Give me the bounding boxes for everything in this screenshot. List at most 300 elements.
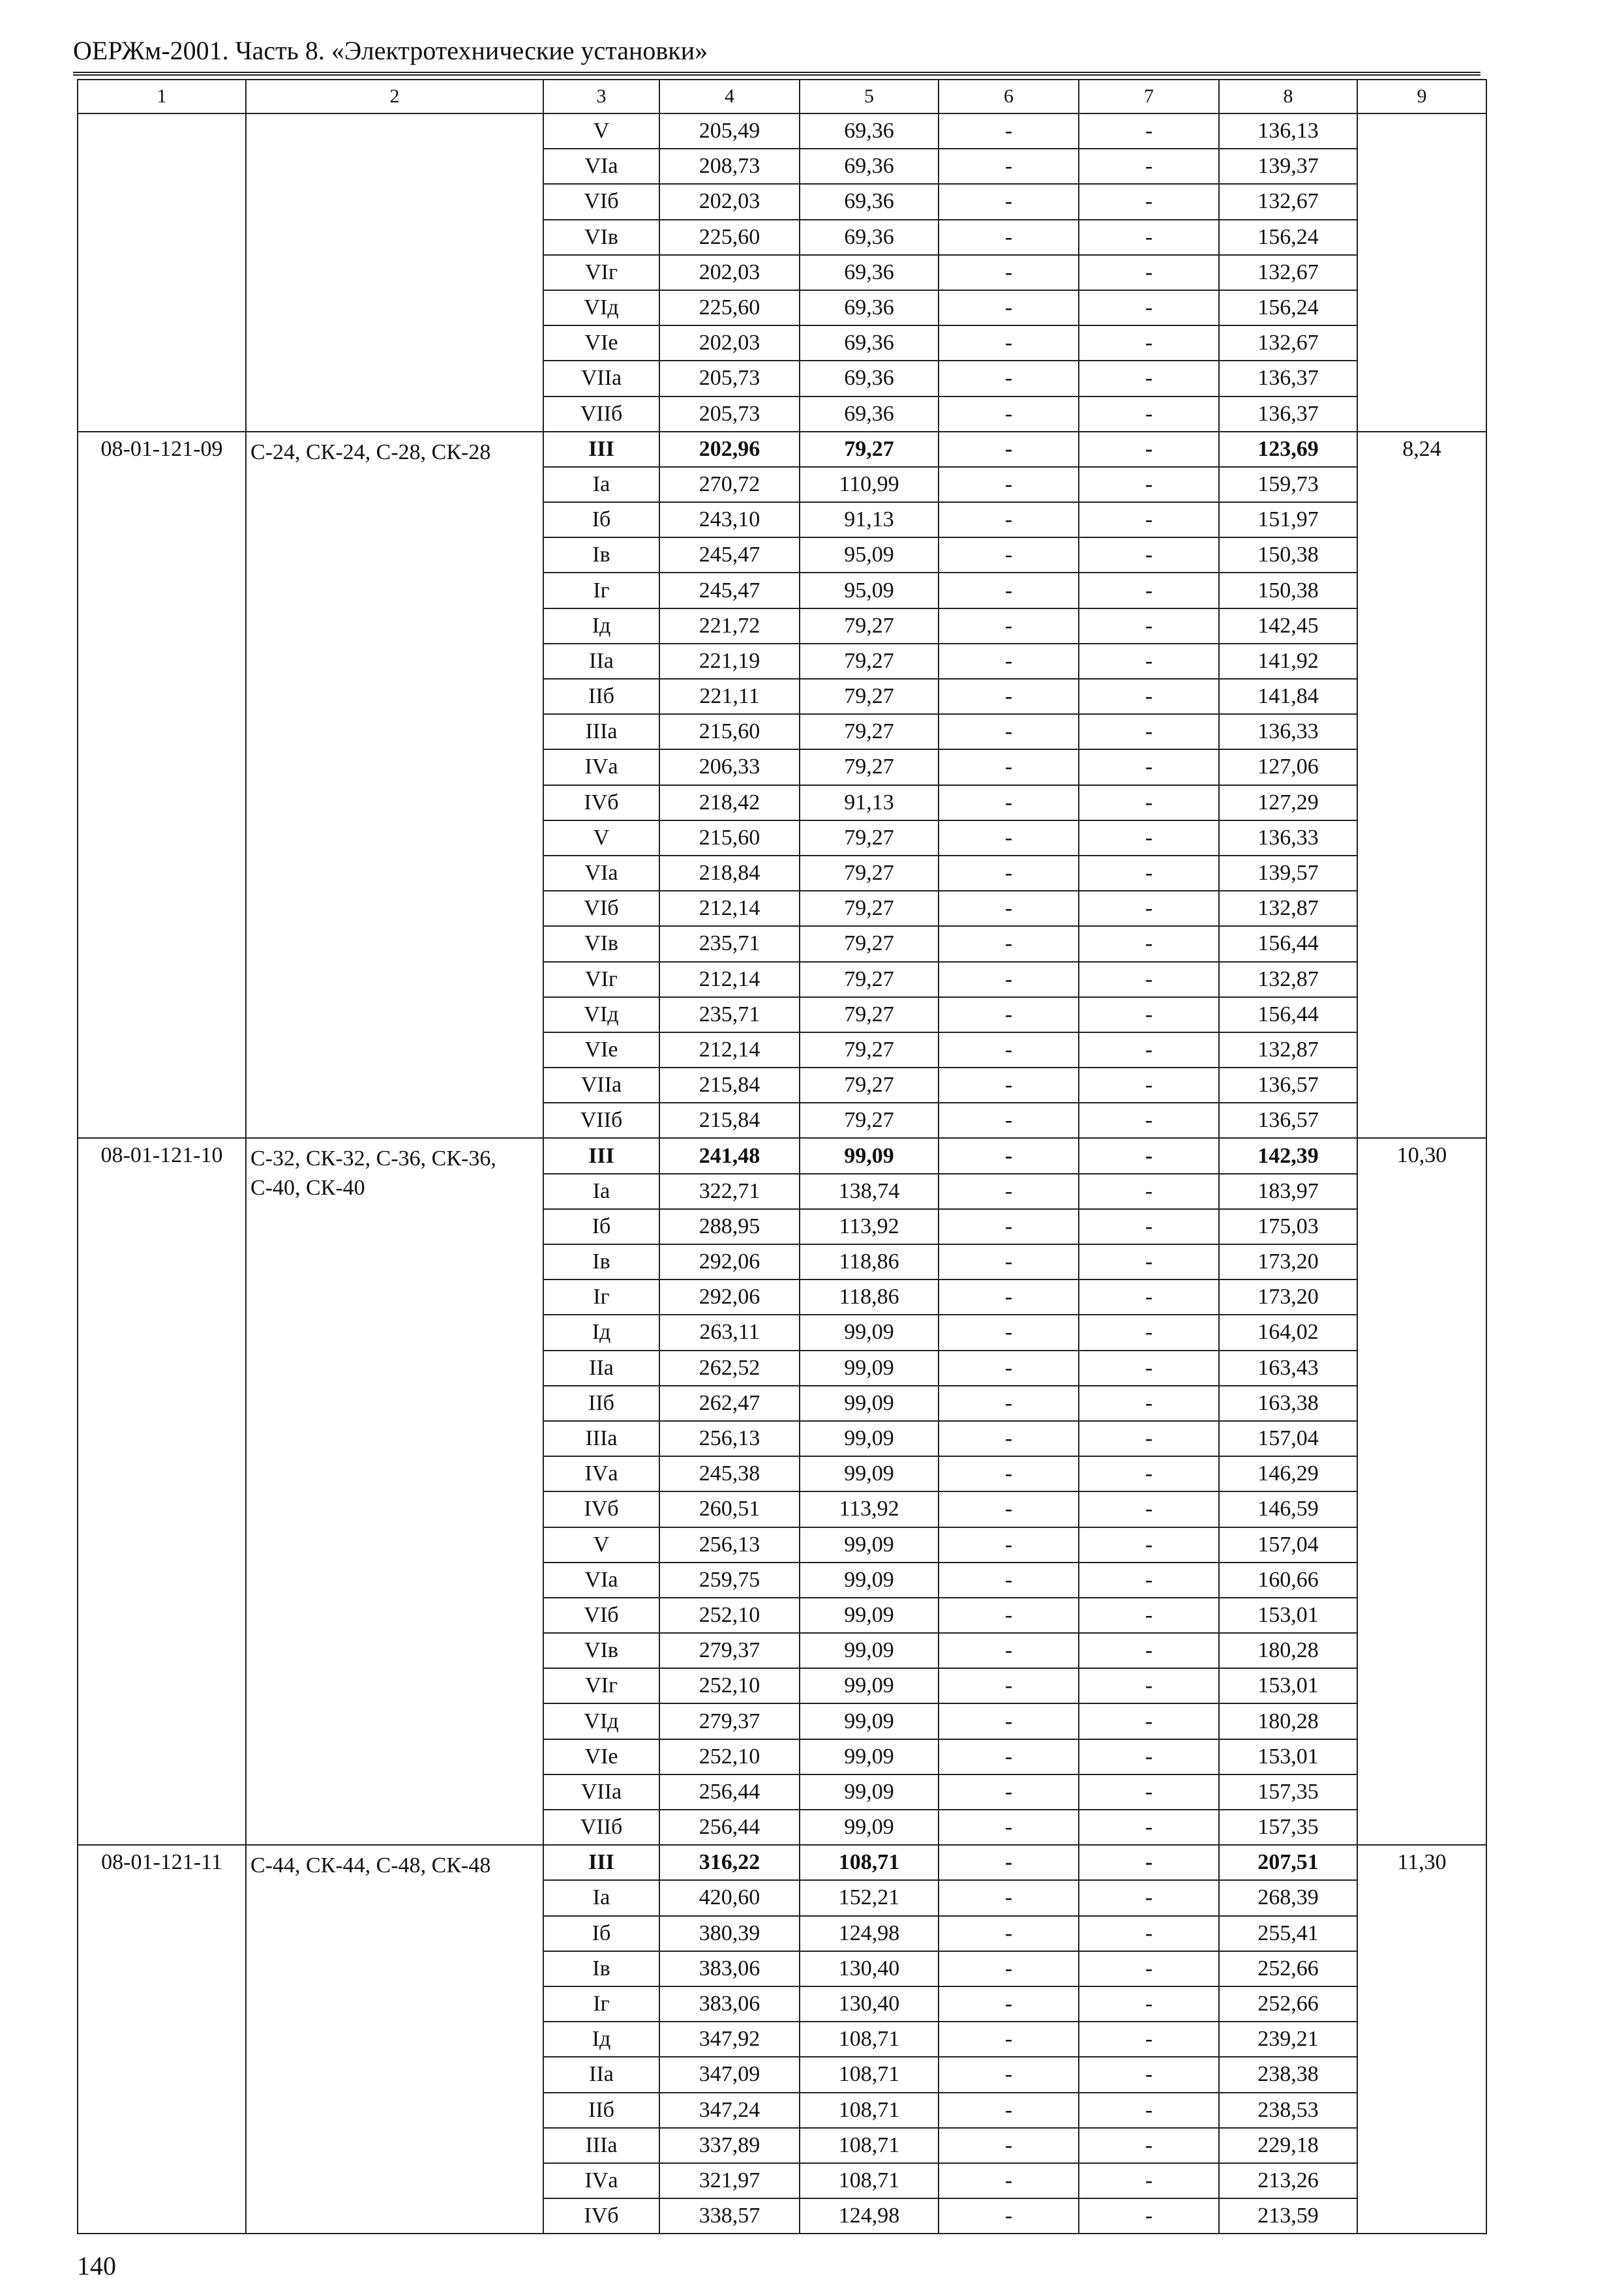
machine-cell: - — [939, 184, 1079, 219]
cost-cell: 292,06 — [659, 1244, 800, 1279]
machine-cell: - — [939, 1456, 1079, 1491]
mark-cell: Iд — [543, 1315, 659, 1350]
column-header: 4 — [659, 80, 800, 113]
table-body — [78, 80, 1486, 2234]
cost-cell: 347,24 — [659, 2093, 800, 2128]
wage-cell: 108,71 — [800, 2022, 939, 2057]
materials-cell: 213,26 — [1219, 2163, 1357, 2198]
machine-cell: - — [939, 1386, 1079, 1421]
mark-cell: IIIа — [543, 2128, 659, 2163]
table-row-group-start — [78, 113, 1486, 149]
cost-cell: 241,48 — [659, 1138, 800, 1173]
machine-wage-cell: - — [1079, 1386, 1219, 1421]
wage-cell: 79,27 — [800, 997, 939, 1032]
col9-cell: 10,30 — [1357, 1138, 1486, 1845]
machine-wage-cell: - — [1079, 1880, 1219, 1915]
materials-cell: 142,39 — [1219, 1138, 1357, 1173]
wage-cell: 69,36 — [800, 149, 939, 184]
machine-wage-cell: - — [1079, 1103, 1219, 1138]
machine-cell: - — [939, 856, 1079, 891]
materials-cell: 159,73 — [1219, 467, 1357, 502]
materials-cell: 136,33 — [1219, 714, 1357, 749]
column-header: 8 — [1219, 80, 1357, 113]
machine-cell: - — [939, 113, 1079, 149]
machine-cell: - — [939, 1774, 1079, 1810]
materials-cell: 164,02 — [1219, 1315, 1357, 1350]
materials-cell: 132,67 — [1219, 184, 1357, 219]
mark-cell: Iг — [543, 1279, 659, 1315]
materials-cell: 268,39 — [1219, 1880, 1357, 1915]
cost-cell: 347,92 — [659, 2022, 800, 2057]
machine-wage-cell: - — [1079, 856, 1219, 891]
machine-cell: - — [939, 1951, 1079, 1986]
materials-cell: 163,43 — [1219, 1351, 1357, 1386]
cost-cell: 380,39 — [659, 1916, 800, 1951]
wage-cell: 108,71 — [800, 2093, 939, 2128]
wage-cell: 152,21 — [800, 1880, 939, 1915]
col9-cell: 8,24 — [1357, 432, 1486, 1139]
mark-cell: VIIб — [543, 1810, 659, 1845]
mark-cell: VIв — [543, 926, 659, 961]
table-row-group-start — [78, 432, 1486, 467]
materials-cell: 160,66 — [1219, 1563, 1357, 1598]
machine-wage-cell: - — [1079, 1845, 1219, 1880]
machine-cell: - — [939, 2198, 1079, 2234]
cost-cell: 208,73 — [659, 149, 800, 184]
mark-cell: VIIа — [543, 361, 659, 396]
mark-cell: IIа — [543, 1351, 659, 1386]
mark-cell: IVа — [543, 749, 659, 785]
machine-cell: - — [939, 573, 1079, 608]
machine-wage-cell: - — [1079, 785, 1219, 820]
mark-cell: IVб — [543, 1491, 659, 1527]
machine-cell: - — [939, 1491, 1079, 1527]
materials-cell: 163,38 — [1219, 1386, 1357, 1421]
equipment-name-cell: С-32, СК-32, С-36, СК-36, С-40, СК-40 — [246, 1138, 543, 1845]
machine-wage-cell: - — [1079, 1068, 1219, 1103]
cost-cell: 225,60 — [659, 220, 800, 255]
cost-cell: 212,14 — [659, 1032, 800, 1068]
column-header: 2 — [246, 80, 543, 113]
machine-wage-cell: - — [1079, 220, 1219, 255]
mark-cell: VIIб — [543, 396, 659, 432]
cost-cell: 260,51 — [659, 1491, 800, 1527]
materials-cell: 127,06 — [1219, 749, 1357, 785]
machine-cell: - — [939, 1633, 1079, 1668]
machine-cell: - — [939, 467, 1079, 502]
mark-cell: VIIа — [543, 1068, 659, 1103]
wage-cell: 99,09 — [800, 1456, 939, 1491]
mark-cell: Iв — [543, 1951, 659, 1986]
machine-cell: - — [939, 714, 1079, 749]
machine-wage-cell: - — [1079, 1986, 1219, 2022]
materials-cell: 142,45 — [1219, 608, 1357, 644]
column-header: 3 — [543, 80, 659, 113]
cost-cell: 245,47 — [659, 573, 800, 608]
machine-cell: - — [939, 1563, 1079, 1598]
machine-cell: - — [939, 1174, 1079, 1209]
machine-wage-cell: - — [1079, 1703, 1219, 1739]
materials-cell: 136,57 — [1219, 1103, 1357, 1138]
mark-cell: IIа — [543, 644, 659, 679]
cost-cell: 215,84 — [659, 1068, 800, 1103]
wage-cell: 99,09 — [800, 1598, 939, 1633]
wage-cell: 110,99 — [800, 467, 939, 502]
cost-cell: 252,10 — [659, 1739, 800, 1774]
materials-cell: 153,01 — [1219, 1739, 1357, 1774]
materials-cell: 157,35 — [1219, 1810, 1357, 1845]
machine-wage-cell: - — [1079, 1527, 1219, 1563]
mark-cell: VIб — [543, 184, 659, 219]
materials-cell: 180,28 — [1219, 1703, 1357, 1739]
machine-cell: - — [939, 502, 1079, 537]
machine-wage-cell: - — [1079, 820, 1219, 856]
mark-cell: Iд — [543, 2022, 659, 2057]
cost-cell: 243,10 — [659, 502, 800, 537]
materials-cell: 156,24 — [1219, 290, 1357, 325]
machine-wage-cell: - — [1079, 1491, 1219, 1527]
column-header: 5 — [800, 80, 939, 113]
wage-cell: 79,27 — [800, 714, 939, 749]
mark-cell: VIв — [543, 220, 659, 255]
cost-cell: 252,10 — [659, 1668, 800, 1703]
materials-cell: 156,24 — [1219, 220, 1357, 255]
cost-cell: 221,11 — [659, 679, 800, 714]
materials-cell: 173,20 — [1219, 1244, 1357, 1279]
machine-cell: - — [939, 1810, 1079, 1845]
mark-cell: Iб — [543, 1916, 659, 1951]
wage-cell: 99,09 — [800, 1527, 939, 1563]
machine-cell: - — [939, 1315, 1079, 1350]
materials-cell: 146,29 — [1219, 1456, 1357, 1491]
cost-cell: 263,11 — [659, 1315, 800, 1350]
mark-cell: VIа — [543, 1563, 659, 1598]
price-table — [77, 79, 1487, 2234]
cost-cell: 221,19 — [659, 644, 800, 679]
cost-cell: 279,37 — [659, 1633, 800, 1668]
wage-cell: 95,09 — [800, 573, 939, 608]
materials-cell: 255,41 — [1219, 1916, 1357, 1951]
machine-wage-cell: - — [1079, 255, 1219, 290]
cost-cell: 235,71 — [659, 997, 800, 1032]
code-cell: 08-01-121-09 — [78, 432, 246, 1139]
cost-cell: 218,84 — [659, 856, 800, 891]
machine-wage-cell: - — [1079, 2093, 1219, 2128]
wage-cell: 69,36 — [800, 220, 939, 255]
machine-cell: - — [939, 1209, 1079, 1244]
cost-cell: 262,47 — [659, 1386, 800, 1421]
materials-cell: 127,29 — [1219, 785, 1357, 820]
machine-cell: - — [939, 1138, 1079, 1173]
machine-wage-cell: - — [1079, 1810, 1219, 1845]
wage-cell: 79,27 — [800, 926, 939, 961]
machine-cell: - — [939, 2128, 1079, 2163]
machine-wage-cell: - — [1079, 962, 1219, 997]
materials-cell: 183,97 — [1219, 1174, 1357, 1209]
materials-cell: 156,44 — [1219, 926, 1357, 961]
cost-cell: 288,95 — [659, 1209, 800, 1244]
machine-wage-cell: - — [1079, 502, 1219, 537]
machine-wage-cell: - — [1079, 997, 1219, 1032]
cost-cell: 245,47 — [659, 537, 800, 573]
mark-cell: Iа — [543, 467, 659, 502]
machine-cell: - — [939, 749, 1079, 785]
machine-wage-cell: - — [1079, 679, 1219, 714]
equipment-name-cell — [246, 113, 543, 432]
cost-cell: 256,13 — [659, 1527, 800, 1563]
cost-cell: 321,97 — [659, 2163, 800, 2198]
machine-wage-cell: - — [1079, 290, 1219, 325]
wage-cell: 91,13 — [800, 785, 939, 820]
page-number: 140 — [77, 2251, 116, 2281]
machine-wage-cell: - — [1079, 1279, 1219, 1315]
materials-cell: 136,57 — [1219, 1068, 1357, 1103]
cost-cell: 206,33 — [659, 749, 800, 785]
cost-cell: 215,60 — [659, 820, 800, 856]
wage-cell: 79,27 — [800, 962, 939, 997]
wage-cell: 130,40 — [800, 1986, 939, 2022]
mark-cell: VIе — [543, 1739, 659, 1774]
materials-cell: 157,35 — [1219, 1774, 1357, 1810]
machine-wage-cell: - — [1079, 361, 1219, 396]
mark-cell: VIа — [543, 149, 659, 184]
machine-cell: - — [939, 785, 1079, 820]
wage-cell: 79,27 — [800, 432, 939, 467]
mark-cell: VIIа — [543, 1774, 659, 1810]
machine-cell: - — [939, 1527, 1079, 1563]
equipment-name-cell: С-24, СК-24, С-28, СК-28 — [246, 432, 543, 1139]
machine-cell: - — [939, 1739, 1079, 1774]
cost-cell: 202,03 — [659, 184, 800, 219]
machine-wage-cell: - — [1079, 644, 1219, 679]
machine-wage-cell: - — [1079, 749, 1219, 785]
machine-wage-cell: - — [1079, 1916, 1219, 1951]
cost-cell: 202,96 — [659, 432, 800, 467]
materials-cell: 157,04 — [1219, 1421, 1357, 1456]
materials-cell: 213,59 — [1219, 2198, 1357, 2234]
materials-cell: 238,38 — [1219, 2057, 1357, 2092]
cost-cell: 245,38 — [659, 1456, 800, 1491]
wage-cell: 130,40 — [800, 1951, 939, 1986]
materials-cell: 141,92 — [1219, 644, 1357, 679]
machine-cell: - — [939, 820, 1079, 856]
machine-cell: - — [939, 1668, 1079, 1703]
wage-cell: 113,92 — [800, 1209, 939, 1244]
mark-cell: Iб — [543, 502, 659, 537]
machine-wage-cell: - — [1079, 1351, 1219, 1386]
wage-cell: 69,36 — [800, 184, 939, 219]
mark-cell: IVа — [543, 2163, 659, 2198]
cost-cell: 202,03 — [659, 255, 800, 290]
machine-cell: - — [939, 1279, 1079, 1315]
machine-cell: - — [939, 1916, 1079, 1951]
machine-wage-cell: - — [1079, 2057, 1219, 2092]
wage-cell: 99,09 — [800, 1351, 939, 1386]
cost-cell: 256,13 — [659, 1421, 800, 1456]
materials-cell: 150,38 — [1219, 537, 1357, 573]
mark-cell: Iа — [543, 1174, 659, 1209]
machine-cell: - — [939, 2057, 1079, 2092]
materials-cell: 151,97 — [1219, 502, 1357, 537]
wage-cell: 79,27 — [800, 1032, 939, 1068]
wage-cell: 79,27 — [800, 644, 939, 679]
col9-cell: 11,30 — [1357, 1845, 1486, 2234]
wage-cell: 69,36 — [800, 113, 939, 149]
materials-cell: 132,87 — [1219, 891, 1357, 926]
machine-cell: - — [939, 679, 1079, 714]
wage-cell: 99,09 — [800, 1739, 939, 1774]
mark-cell: VIа — [543, 856, 659, 891]
machine-wage-cell: - — [1079, 2198, 1219, 2234]
cost-cell: 256,44 — [659, 1810, 800, 1845]
mark-cell: IVб — [543, 785, 659, 820]
wage-cell: 69,36 — [800, 361, 939, 396]
materials-cell: 157,04 — [1219, 1527, 1357, 1563]
machine-wage-cell: - — [1079, 325, 1219, 361]
cost-cell: 316,22 — [659, 1845, 800, 1880]
machine-cell: - — [939, 1703, 1079, 1739]
cost-cell: 322,71 — [659, 1174, 800, 1209]
column-header: 1 — [78, 80, 246, 113]
mark-cell: Iв — [543, 1244, 659, 1279]
wage-cell: 79,27 — [800, 820, 939, 856]
mark-cell: VIе — [543, 1032, 659, 1068]
cost-cell: 270,72 — [659, 467, 800, 502]
cost-cell: 212,14 — [659, 962, 800, 997]
cost-cell: 256,44 — [659, 1774, 800, 1810]
wage-cell: 69,36 — [800, 290, 939, 325]
cost-cell: 205,73 — [659, 361, 800, 396]
wage-cell: 79,27 — [800, 1103, 939, 1138]
machine-wage-cell: - — [1079, 891, 1219, 926]
machine-cell: - — [939, 149, 1079, 184]
wage-cell: 138,74 — [800, 1174, 939, 1209]
header-double-rule — [73, 72, 1481, 76]
materials-cell: 175,03 — [1219, 1209, 1357, 1244]
machine-wage-cell: - — [1079, 926, 1219, 961]
wage-cell: 69,36 — [800, 255, 939, 290]
wage-cell: 99,09 — [800, 1386, 939, 1421]
cost-cell: 235,71 — [659, 926, 800, 961]
mark-cell: Iг — [543, 573, 659, 608]
wage-cell: 79,27 — [800, 1068, 939, 1103]
machine-cell: - — [939, 2163, 1079, 2198]
machine-cell: - — [939, 1598, 1079, 1633]
wage-cell: 99,09 — [800, 1315, 939, 1350]
machine-wage-cell: - — [1079, 1315, 1219, 1350]
code-cell — [78, 113, 246, 432]
mark-cell: VIд — [543, 997, 659, 1032]
column-number-header-row — [78, 80, 1486, 113]
machine-wage-cell: - — [1079, 537, 1219, 573]
materials-cell: 132,67 — [1219, 325, 1357, 361]
materials-cell: 132,87 — [1219, 962, 1357, 997]
materials-cell: 146,59 — [1219, 1491, 1357, 1527]
machine-cell: - — [939, 1880, 1079, 1915]
mark-cell: VIд — [543, 1703, 659, 1739]
materials-cell: 136,37 — [1219, 396, 1357, 432]
cost-cell: 420,60 — [659, 1880, 800, 1915]
mark-cell: Iб — [543, 1209, 659, 1244]
materials-cell: 150,38 — [1219, 573, 1357, 608]
mark-cell: VIIб — [543, 1103, 659, 1138]
materials-cell: 238,53 — [1219, 2093, 1357, 2128]
machine-cell: - — [939, 537, 1079, 573]
machine-wage-cell: - — [1079, 467, 1219, 502]
wage-cell: 99,09 — [800, 1563, 939, 1598]
materials-cell: 229,18 — [1219, 2128, 1357, 2163]
mark-cell: V — [543, 820, 659, 856]
wage-cell: 99,09 — [800, 1774, 939, 1810]
materials-cell: 180,28 — [1219, 1633, 1357, 1668]
wage-cell: 108,71 — [800, 2163, 939, 2198]
cost-cell: 259,75 — [659, 1563, 800, 1598]
mark-cell: IVа — [543, 1456, 659, 1491]
cost-cell: 383,06 — [659, 1951, 800, 1986]
cost-cell: 205,73 — [659, 396, 800, 432]
wage-cell: 79,27 — [800, 891, 939, 926]
machine-wage-cell: - — [1079, 396, 1219, 432]
mark-cell: Iг — [543, 1986, 659, 2022]
mark-cell: VIе — [543, 325, 659, 361]
machine-wage-cell: - — [1079, 1563, 1219, 1598]
wage-cell: 95,09 — [800, 537, 939, 573]
cost-cell: 218,42 — [659, 785, 800, 820]
equipment-name-cell: С-44, СК-44, С-48, СК-48 — [246, 1845, 543, 2234]
materials-cell: 141,84 — [1219, 679, 1357, 714]
mark-cell: VIв — [543, 1633, 659, 1668]
wage-cell: 79,27 — [800, 856, 939, 891]
materials-cell: 173,20 — [1219, 1279, 1357, 1315]
mark-cell: III — [543, 1138, 659, 1173]
machine-cell: - — [939, 396, 1079, 432]
mark-cell: VIб — [543, 1598, 659, 1633]
machine-cell: - — [939, 2093, 1079, 2128]
table-row-group-start — [78, 1845, 1486, 1880]
wage-cell: 79,27 — [800, 679, 939, 714]
wage-cell: 124,98 — [800, 2198, 939, 2234]
wage-cell: 69,36 — [800, 396, 939, 432]
materials-cell: 139,37 — [1219, 149, 1357, 184]
mark-cell: V — [543, 113, 659, 149]
cost-cell: 215,60 — [659, 714, 800, 749]
mark-cell: IIIа — [543, 714, 659, 749]
machine-wage-cell: - — [1079, 1774, 1219, 1810]
machine-wage-cell: - — [1079, 1421, 1219, 1456]
cost-cell: 212,14 — [659, 891, 800, 926]
cost-cell: 337,89 — [659, 2128, 800, 2163]
mark-cell: IIб — [543, 2093, 659, 2128]
machine-cell: - — [939, 1068, 1079, 1103]
machine-wage-cell: - — [1079, 113, 1219, 149]
cost-cell: 279,37 — [659, 1703, 800, 1739]
machine-cell: - — [939, 926, 1079, 961]
machine-cell: - — [939, 1351, 1079, 1386]
cost-cell: 202,03 — [659, 325, 800, 361]
wage-cell: 99,09 — [800, 1703, 939, 1739]
machine-cell: - — [939, 290, 1079, 325]
machine-wage-cell: - — [1079, 432, 1219, 467]
machine-cell: - — [939, 361, 1079, 396]
mark-cell: III — [543, 432, 659, 467]
mark-cell: VIб — [543, 891, 659, 926]
code-cell: 08-01-121-11 — [78, 1845, 246, 2234]
mark-cell: VIг — [543, 255, 659, 290]
machine-cell: - — [939, 2022, 1079, 2057]
wage-cell: 99,09 — [800, 1810, 939, 1845]
materials-cell: 123,69 — [1219, 432, 1357, 467]
machine-wage-cell: - — [1079, 2128, 1219, 2163]
